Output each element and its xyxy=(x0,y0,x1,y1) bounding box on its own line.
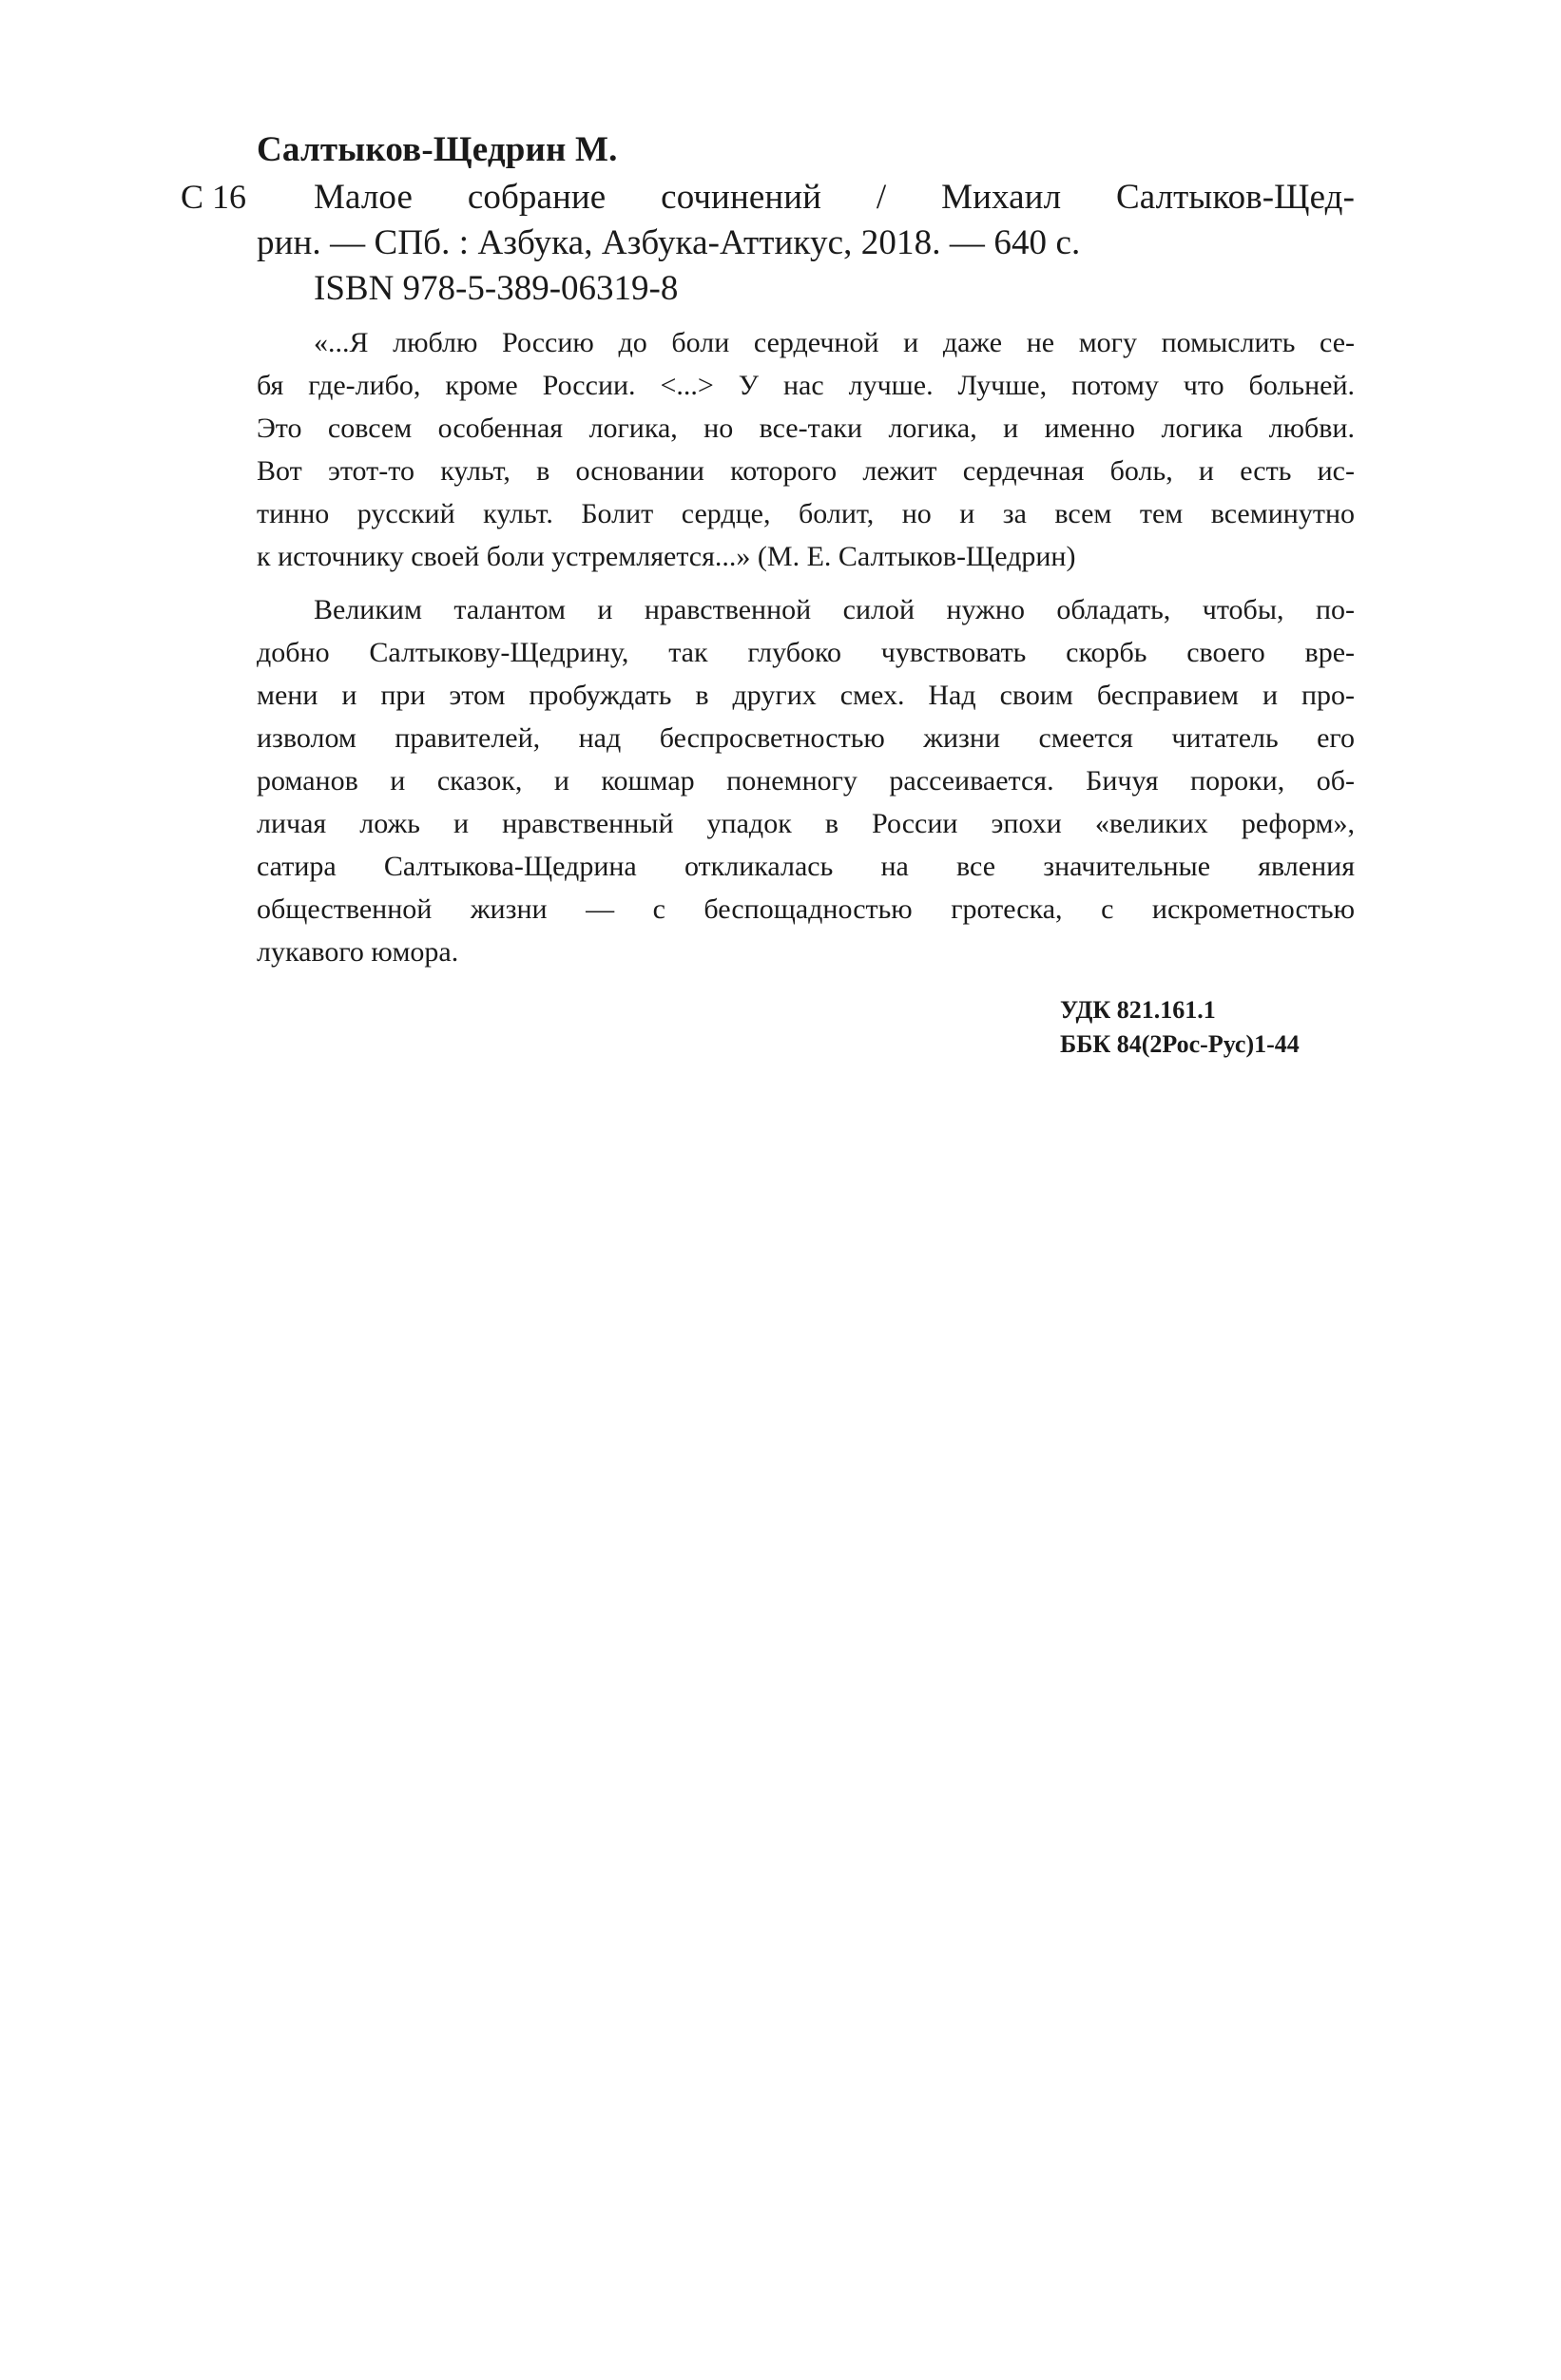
author-heading: Салтыков-Щедрин М. xyxy=(257,130,618,169)
annotation-line: лукавого юмора. xyxy=(257,936,459,968)
quote-line: Вот этот-то культ, в основании которого лежит сердечная боль, и есть ис- xyxy=(257,455,1355,487)
quote-line: бя где-либо, кроме России. <...> У нас лучше. Лучше, потому что больней. xyxy=(257,370,1355,401)
annotation-line: Великим талантом и нравственной силой нужно обладать, чтобы, по- xyxy=(314,594,1355,625)
annotation-line: добно Салтыкову-Щедрину, так глубоко чувствовать скорбь своего вре- xyxy=(257,637,1355,668)
bbk-index: ББК 84(2Рос-Рус)1-44 xyxy=(1060,1030,1300,1058)
quote-line: тинно русский культ. Болит сердце, болит, но и за всем тем всеминутно xyxy=(257,498,1355,529)
annotation-line: сатира Салтыкова-Щедрина откликалась на все значительные явления xyxy=(257,851,1355,882)
udk-index: УДК 821.161.1 xyxy=(1060,996,1216,1024)
isbn: ISBN 978-5-389-06319-8 xyxy=(314,269,679,308)
quote-line: «...Я люблю Россию до боли сердечной и даже не могу помыслить се- xyxy=(314,327,1355,358)
description-line-1: Малое собрание сочинений / Михаил Салтыков-Щед- xyxy=(314,178,1355,217)
annotation-line: общественной жизни — с беспощадностью гротеска, с искрометностью xyxy=(257,893,1355,925)
description-line-2: рин. — СПб. : Азбука, Азбука-Аттикус, 2018. — 640 с. xyxy=(257,223,1081,262)
annotation-line: мени и при этом пробуждать в других смех. Над своим бесправием и про- xyxy=(257,680,1355,711)
annotation-line: изволом правителей, над беспросветностью жизни смеется читатель его xyxy=(257,722,1355,754)
quote-line: Это совсем особенная логика, но все-таки логика, и именно логика любви. xyxy=(257,413,1355,444)
annotation-line: личая ложь и нравственный упадок в России эпохи «великих реформ», xyxy=(257,808,1355,839)
library-code: С 16 xyxy=(181,178,247,216)
quote-line: к источнику своей боли устремляется...» (М. Е. Салтыков-Щедрин) xyxy=(257,541,1076,572)
annotation-line: романов и сказок, и кошмар понемногу рассеивается. Бичуя пороки, об- xyxy=(257,765,1355,797)
